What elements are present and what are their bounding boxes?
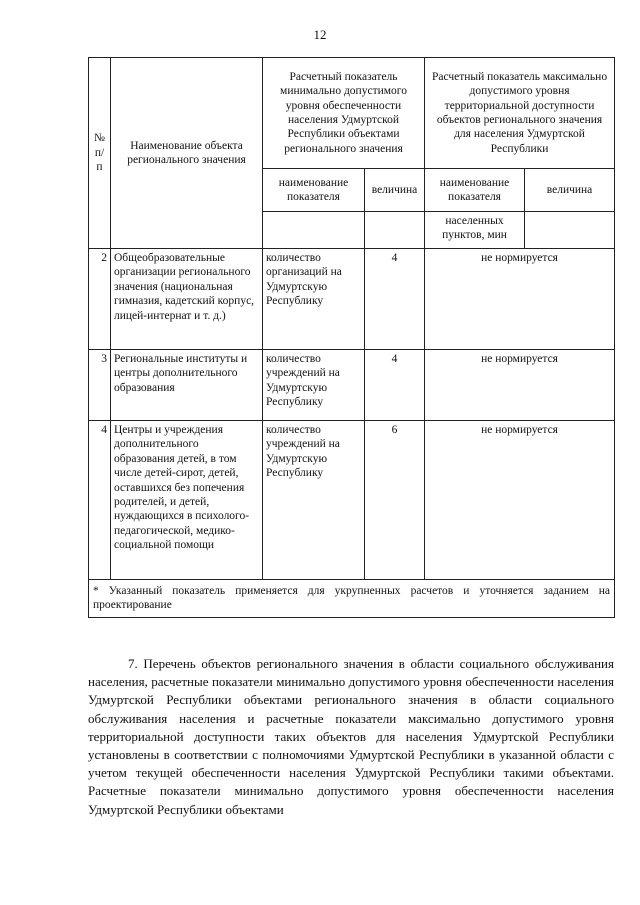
- header-number: № п/п: [89, 58, 111, 249]
- row-max-value: не нормируется: [425, 249, 615, 350]
- table-row: [89, 249, 615, 350]
- body-paragraph: 7. Перечень объектов регионального значения в области социального обслуживания населения, расчетные показатели минимально допустимого уровня обеспеченности населения Удмуртской Республики объектами регионального значения в области социального обслуживания населения и расчетные показатели максимально допустимого уровня территориальной доступности таких объектов для населения Удмуртской Республики установлены в соответствии с полномочиями Удмуртской Республики в указанной области с учетом текущей обеспеченности населения Удмуртской Республики такими объектами. Расчетные показатели минимально допустимого уровня обеспеченности населения Удмуртской Республики объектами: [88, 656, 614, 817]
- row-number: 4: [89, 421, 111, 580]
- header-object-name: Наименование объекта регионального значения: [111, 58, 263, 249]
- row-max-value: не нормируется: [425, 421, 615, 580]
- row-indicator-value: 6: [365, 421, 425, 580]
- subheader-min-name: наименование показателя: [263, 169, 365, 212]
- header-min-indicator: Расчетный показатель минимально допустимого уровня обеспеченности населения Удмуртской Республики объектами регионального значения: [263, 58, 425, 169]
- row-indicator-value: 4: [365, 350, 425, 421]
- row-indicator-name: количество учреждений на Удмуртскую Республику: [263, 421, 365, 580]
- table-row: [89, 421, 615, 580]
- row-number: 2: [89, 249, 111, 350]
- row-max-value: не нормируется: [425, 350, 615, 421]
- subheader-min-value: величина: [365, 169, 425, 212]
- subheader-max-name: наименование показателя: [425, 169, 525, 212]
- page-number: 12: [313, 27, 327, 42]
- row-indicator-name: количество учреждений на Удмуртскую Республику: [263, 350, 365, 421]
- row-object-name: Общеобразовательные организации регионального значения (национальная гимназия, кадетский корпус, лицей-интернат и т. д.): [111, 249, 263, 350]
- row-object-name: Центры и учреждения дополнительного образования детей, в том числе детей-сирот, детей, оставшихся без попечения родителей, и детей, нуждающихся в психолого-педагогической, медико-социальной помощи: [111, 421, 263, 580]
- row-indicator-name: количество организаций на Удмуртскую Республику: [263, 249, 365, 350]
- regional-objects-table: [88, 57, 615, 618]
- row-object-name: Региональные институты и центры дополнительного образования: [111, 350, 263, 421]
- table-footnote: * Указанный показатель применяется для укрупненных расчетов и уточняется заданием на проектирование: [89, 580, 615, 618]
- table-note-row: [89, 580, 615, 618]
- subheader-max-value: величина: [525, 169, 615, 212]
- header-max-indicator: Расчетный показатель максимально допустимого уровня территориальной доступности объектов регионального значения для населения Удмуртской Республики: [425, 58, 615, 169]
- continued-text: населенных пунктов, мин: [425, 212, 525, 249]
- table-header-row: [89, 58, 615, 169]
- row-indicator-value: 4: [365, 249, 425, 350]
- row-number: 3: [89, 350, 111, 421]
- table-row: [89, 350, 615, 421]
